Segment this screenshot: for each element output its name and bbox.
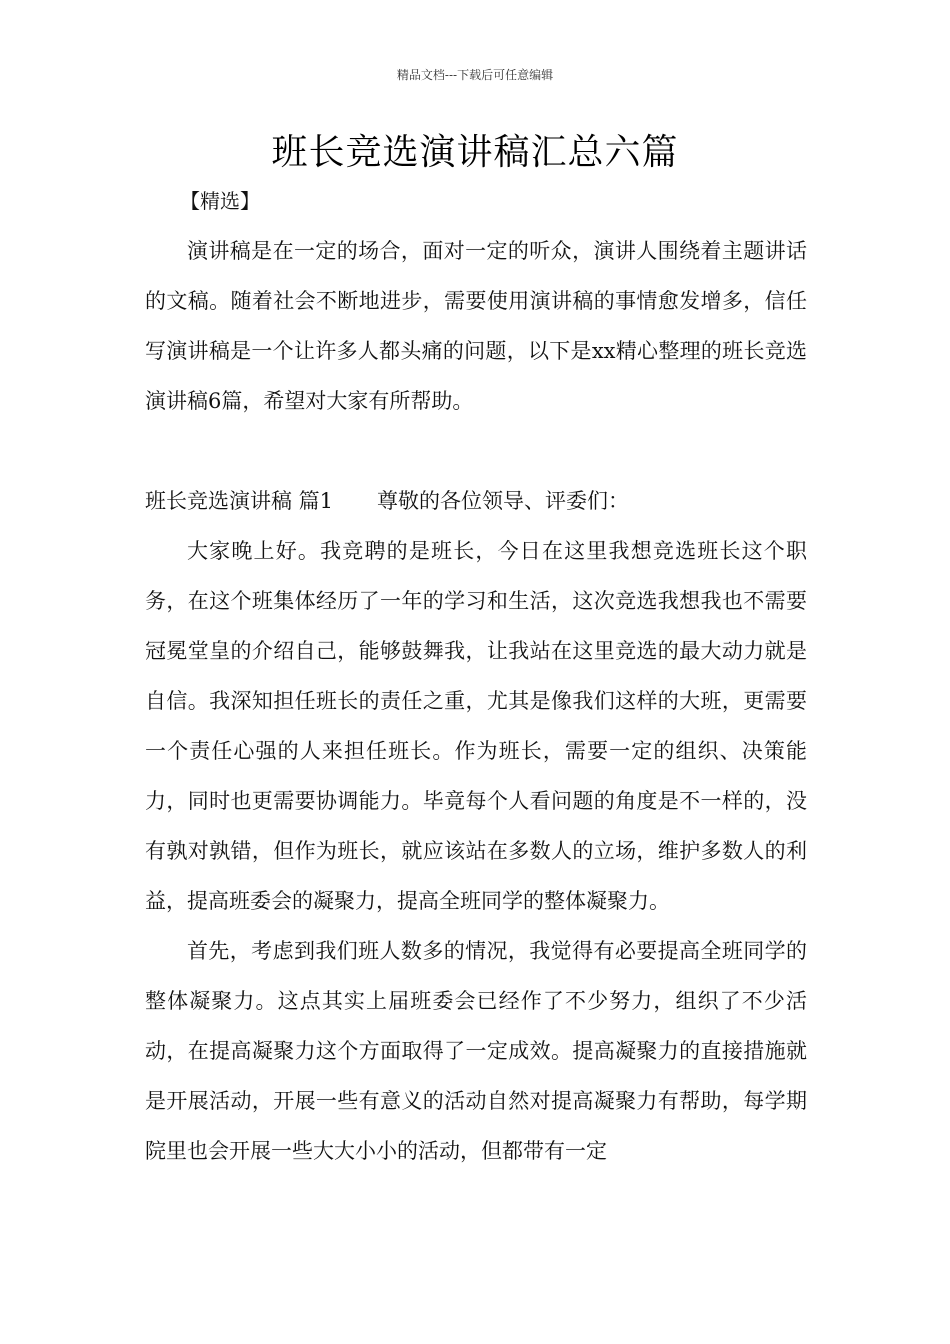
intro-paragraph: 演讲稿是在一定的场合，面对一定的听众，演讲人围绕着主题讲话的文稿。随着社会不断地进步，需要使用演讲稿的事情愈发增多，信任写演讲稿是一个让许多人都头痛的问题，以下是xx精心整理的班长竞选演讲稿6篇，希望对大家有所帮助。 bbox=[145, 239, 807, 413]
section-heading: 班长竞选演讲稿 篇1 bbox=[145, 489, 334, 513]
section-heading-row bbox=[145, 476, 807, 526]
intro-section bbox=[145, 226, 807, 426]
salutation: 尊敬的各位领导、评委们： bbox=[377, 489, 630, 513]
body-paragraph: 首先，考虑到我们班人数多的情况，我觉得有必要提高全班同学的整体凝聚力。这点其实上届班委会已经作了不少努力，组织了不少活动，在提高凝聚力这个方面取得了一定成效。提高凝聚力的直接措施就是开展活动，开展一些有意义的活动自然对提高凝聚力有帮助，每学期院里也会开展一些大大小小的活动，但都带有一定 bbox=[145, 939, 807, 1163]
selection-tag: 【精选】 bbox=[180, 189, 260, 213]
body-paragraph: 大家晚上好。我竞聘的是班长，今日在这里我想竞选班长这个职务，在这个班集体经历了一年的学习和生活，这次竞选我想我也不需要冠冕堂皇的介绍自己，能够鼓舞我，让我站在这里竞选的最大动力就是自信。我深知担任班长的责任之重，尤其是像我们这样的大班，更需要一个责任心强的人来担任班长。作为班长，需要一定的组织、决策能力，同时也更需要协调能力。毕竟每个人看问题的角度是不一样的，没有孰对孰错，但作为班长，就应该站在多数人的立场，维护多数人的利益，提高班委会的凝聚力，提高全班同学的整体凝聚力。 bbox=[145, 539, 807, 913]
page-header-watermark: 精品文档---下载后可任意编辑 bbox=[396, 68, 554, 82]
document-title: 班长竞选演讲稿汇总六篇 bbox=[271, 132, 679, 173]
speech-section-1 bbox=[145, 476, 807, 1176]
